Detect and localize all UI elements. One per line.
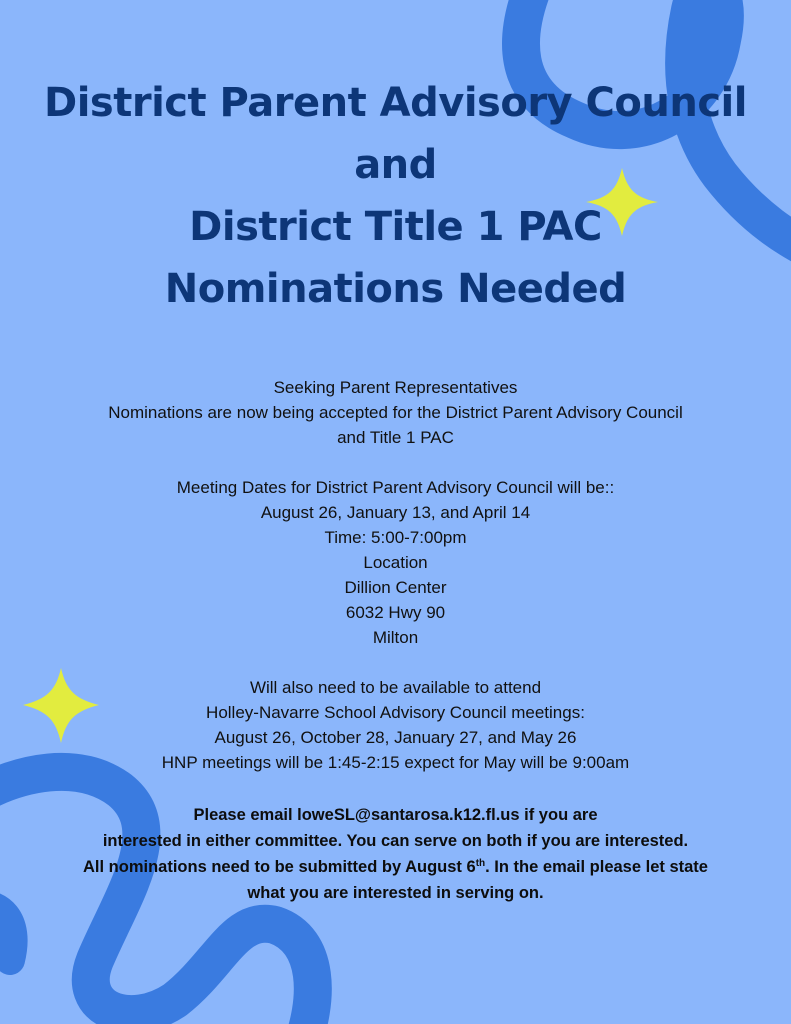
- title-line-4: Nominations Needed: [164, 266, 627, 312]
- seeking-text: Seeking Parent Representatives: [273, 378, 518, 397]
- school-council-dates: August 26, October 28, January 27, and May 26: [214, 728, 577, 747]
- meeting-heading: Meeting Dates for District Parent Advisory Council will be::: [176, 478, 615, 497]
- meeting-dates: August 26, January 13, and April 14: [260, 503, 531, 522]
- meeting-time: Time: 5:00-7:00pm: [324, 528, 467, 547]
- flyer-body: [0, 375, 791, 775]
- nominations-text-2: and Title 1 PAC: [337, 428, 454, 447]
- location-address: 6032 Hwy 90: [345, 603, 446, 622]
- cta-line-3-a: All nominations need to be submitted by August 6: [83, 858, 476, 876]
- nominations-text-1: Nominations are now being accepted for the District Parent Advisory Council: [108, 403, 683, 422]
- cta-line-1: Please email loweSL@santarosa.k12.fl.us if you are: [193, 806, 598, 824]
- location-name: Dillion Center: [344, 578, 447, 597]
- hnp-meeting-times: HNP meetings will be 1:45-2:15 expect for May will be 9:00am: [161, 753, 630, 772]
- cta-line-4: what you are interested in serving on.: [247, 884, 544, 902]
- cta-line-3-b: . In the email please let state: [485, 858, 708, 876]
- cta-line-3-sup: th: [475, 858, 486, 869]
- location-label: Location: [363, 553, 428, 572]
- school-council-text: Holley-Navarre School Advisory Council meetings:: [206, 703, 585, 722]
- title-line-2: and: [354, 142, 437, 188]
- also-attend-text: Will also need to be available to attend: [249, 678, 542, 697]
- location-city: Milton: [372, 628, 419, 647]
- cta-line-3: [0, 854, 791, 880]
- flyer-title: [0, 72, 791, 320]
- title-line-3: District Title 1 PAC: [189, 204, 602, 250]
- title-line-1: District Parent Advisory Council: [44, 80, 747, 126]
- cta-line-2: interested in either committee. You can serve on both if you are interested.: [102, 832, 689, 850]
- call-to-action: [0, 802, 791, 906]
